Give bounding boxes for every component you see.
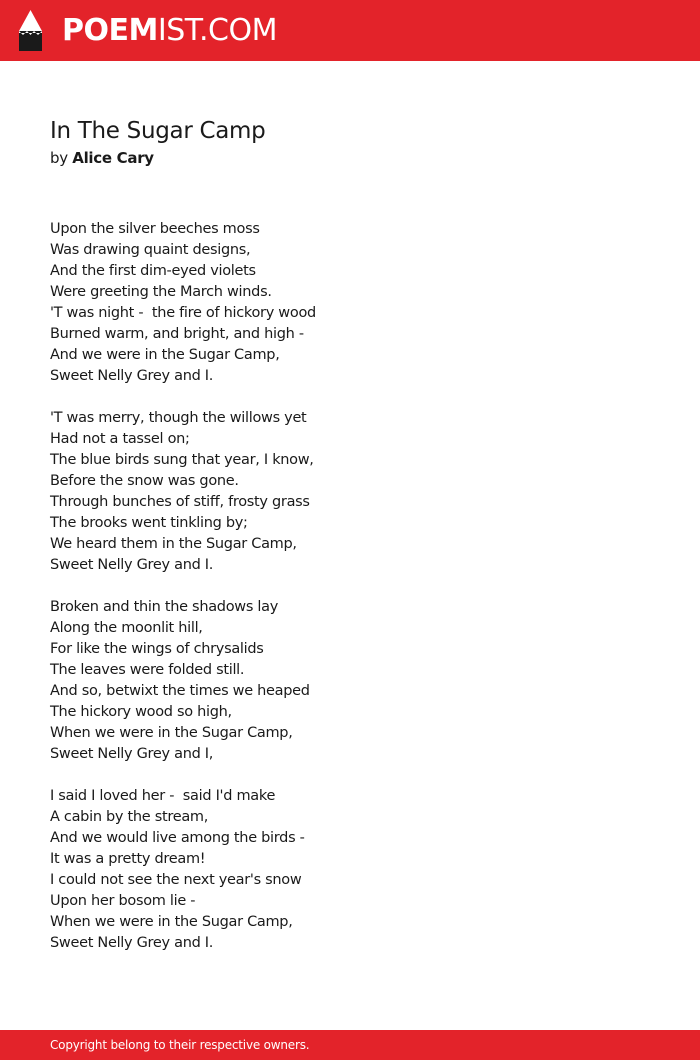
site-logo[interactable] — [62, 13, 277, 49]
stanza — [50, 219, 450, 387]
stanza — [50, 408, 450, 576]
stanza — [50, 786, 450, 954]
poem-line: Had not a tassel on; — [50, 431, 190, 447]
site-header — [0, 0, 700, 61]
logo-bold-part: POEM — [62, 13, 158, 48]
poem-line: Along the moonlit hill, — [50, 620, 203, 636]
poem-line: It was a pretty dream! — [50, 851, 206, 867]
poem-body — [50, 219, 450, 975]
poem-line: Sweet Nelly Grey and I. — [50, 368, 214, 384]
site-footer — [0, 1030, 700, 1060]
poem-title: In The Sugar Camp — [50, 118, 266, 144]
poem-line: Through bunches of stiff, frosty grass — [50, 494, 310, 510]
author-name: Alice Cary — [72, 149, 154, 167]
poem-line: 'T was merry, though the willows yet — [50, 410, 307, 426]
poem-line: The blue birds sung that year, I know, — [50, 452, 314, 468]
poem-line: When we were in the Sugar Camp, — [50, 725, 293, 741]
poem-line: The leaves were folded still. — [50, 662, 245, 678]
logo-light-part: IST.COM — [157, 13, 277, 48]
poem-line: Broken and thin the shadows lay — [50, 599, 278, 615]
poem-line: And we were in the Sugar Camp, — [50, 347, 280, 363]
poem-line: Upon her bosom lie - — [50, 893, 196, 909]
poem-line: For like the wings of chrysalids — [50, 641, 264, 657]
byline — [50, 148, 154, 169]
poem-line: The hickory wood so high, — [50, 704, 232, 720]
poem-line: Burned warm, and bright, and high - — [50, 326, 304, 342]
copyright-notice: Copyright belong to their respective owners. — [50, 1038, 310, 1052]
pencil-tip-icon[interactable] — [17, 9, 44, 52]
poem-line: A cabin by the stream, — [50, 809, 209, 825]
poem-line: I could not see the next year's snow — [50, 872, 302, 888]
poem-line: When we were in the Sugar Camp, — [50, 914, 293, 930]
poem-line: Sweet Nelly Grey and I, — [50, 746, 214, 762]
poem-line: And so, betwixt the times we heaped — [50, 683, 310, 699]
poem-line: Upon the silver beeches moss — [50, 221, 260, 237]
stanza — [50, 597, 450, 765]
poem-line: Were greeting the March winds. — [50, 284, 272, 300]
poem-line: The brooks went tinkling by; — [50, 515, 248, 531]
poem-line: And we would live among the birds - — [50, 830, 305, 846]
poem-line: I said I loved her - said I'd make — [50, 788, 276, 804]
poem-line: 'T was night - the fire of hickory wood — [50, 305, 316, 321]
poem-line: Sweet Nelly Grey and I. — [50, 935, 214, 951]
poem-line: Sweet Nelly Grey and I. — [50, 557, 214, 573]
poem-line: Was drawing quaint designs, — [50, 242, 251, 258]
poem-line: Before the snow was gone. — [50, 473, 239, 489]
by-label: by — [50, 149, 68, 167]
poem-line: And the first dim-eyed violets — [50, 263, 256, 279]
poem-line: We heard them in the Sugar Camp, — [50, 536, 297, 552]
